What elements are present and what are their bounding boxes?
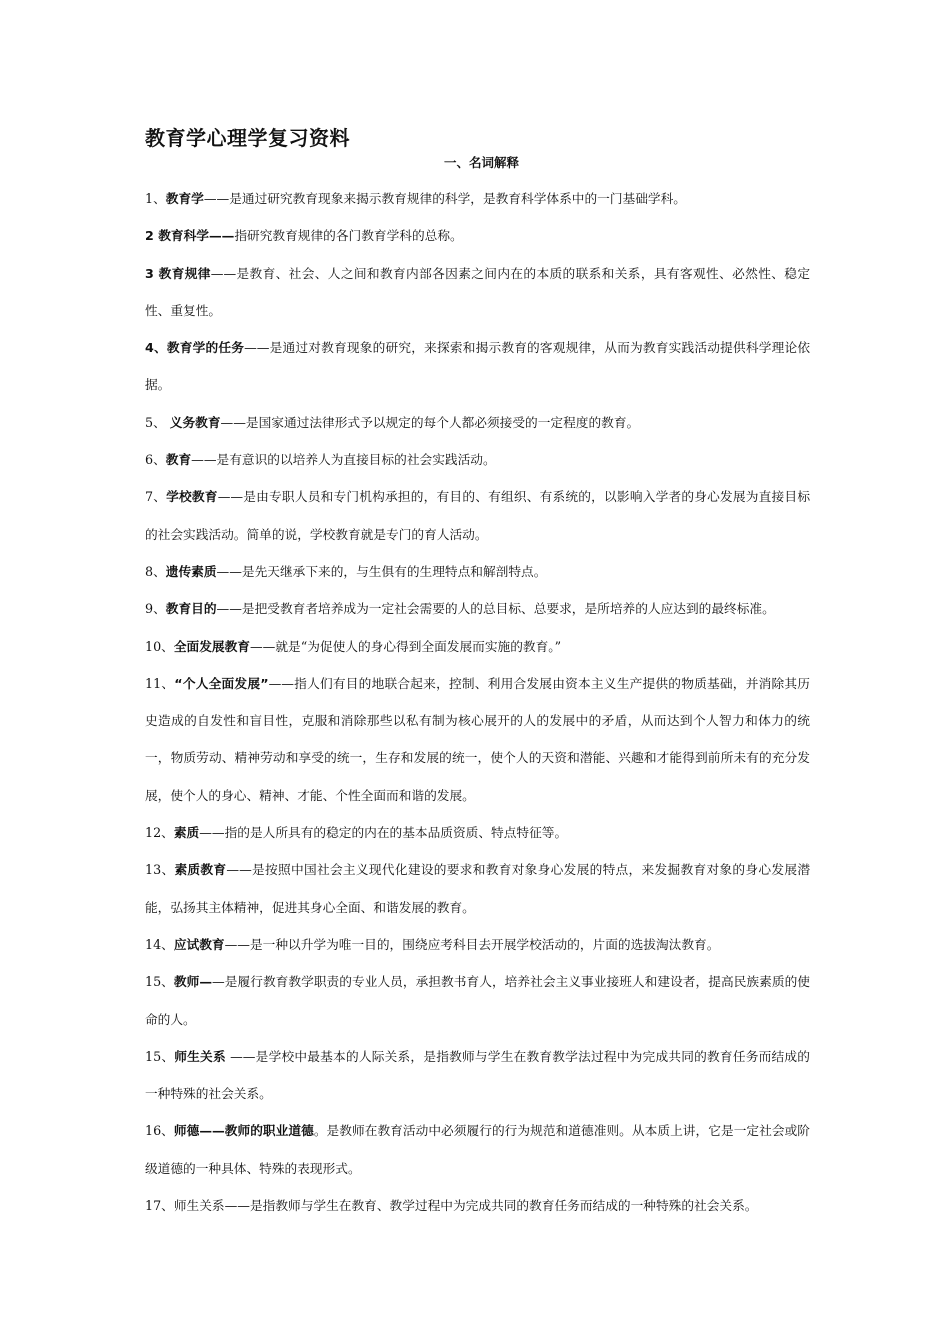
entry-number: 2	[145, 228, 159, 244]
entry-term: 应试教育	[173, 936, 225, 952]
entry-term: 义务教育	[169, 414, 221, 430]
entry-number: 15、	[145, 1048, 175, 1064]
entry-definition: ——指人们有目的地联合起来，控制、利用合发展由资本主义生产提供的物质基础，并消除其历史造成的自发性和盲目性，克服和消除那些以私有制为核心展开的人的发展中的矛盾，从而达到个人智力和体力的统一，物质劳动、精神劳动和享受的统一，生存和发展的统一，使个人的天资和潜能、兴趣和才能得到前所未有的充分发展，使个人的身心、精神、才能、个性全面而和谐的发展。	[145, 675, 810, 803]
term-entry	[145, 180, 810, 217]
term-entry	[145, 255, 810, 330]
entry-term: 全面发展教育	[173, 638, 250, 654]
entry-number: 3	[145, 265, 159, 281]
entry-number: 10、	[145, 638, 174, 654]
entry-definition: ——是有意识的以培养人为直接目标的社会实践活动。	[191, 452, 496, 468]
entry-definition: ——就是“为促使人的身心得到全面发展而实施的教育。”	[249, 638, 562, 654]
section-heading: 一、名词解释	[443, 155, 519, 170]
entry-definition: —是履行教育教学职责的专业人员，承担教书育人，培养社会主义事业接班人和建设者，提高民族素质的使命的人。	[145, 974, 810, 1027]
term-entry	[145, 404, 810, 441]
entry-number: 13、	[145, 862, 175, 878]
entry-number: 16、	[145, 1123, 174, 1139]
entry-number: 4、	[145, 340, 167, 356]
term-entry	[145, 665, 810, 814]
entry-term: 遗传素质	[165, 563, 217, 579]
document-page	[145, 124, 810, 1224]
entry-number: 12、	[145, 825, 174, 841]
entry-definition: ——是由专职人员和专门机构承担的，有目的、有组织、有系统的，以影响入学者的身心发展为直接目标的社会实践活动。简单的说，学校教育就是专门的育人活动。	[145, 489, 811, 542]
term-entry	[145, 851, 810, 926]
entry-number: 17、	[145, 1198, 174, 1214]
entry-term: 教育规律	[158, 265, 211, 281]
entry-definition: ——指的是人所具有的稳定的内在的基本品质资质、特点特征等。	[199, 825, 568, 841]
document-title: 教育学心理学复习资料	[145, 126, 350, 150]
term-entry	[145, 1112, 810, 1187]
entry-number: 9、	[145, 601, 166, 617]
entry-term: 教育科学——	[158, 228, 235, 244]
term-entry	[145, 217, 810, 254]
term-entry	[145, 553, 810, 590]
entry-term: 师生关系	[174, 1048, 226, 1064]
entry-definition: ——是通过研究教育现象来揭示教育规律的科学，是教育科学体系中的一门基础学科。	[203, 191, 686, 206]
entry-definition: ——是先天继承下来的，与生俱有的生理特点和解剖特点。	[216, 563, 547, 579]
entry-definition: 指研究教育规律的各门教育学科的总称。	[234, 228, 463, 244]
entry-term: 教育学	[165, 191, 204, 206]
entry-term: 师德——教师的职业道德	[173, 1123, 314, 1139]
entry-term: “个人全面发展”	[174, 675, 269, 691]
entry-term: 学校教育	[166, 489, 218, 505]
entry-term: 教育目的	[165, 601, 217, 617]
term-entry	[145, 1187, 810, 1224]
entry-number: 8、	[145, 563, 166, 579]
term-list	[145, 180, 810, 1224]
entry-definition: ——是把受教育者培养成为一定社会需要的人的总目标、总要求，是所培养的人应达到的最终标准。	[216, 601, 775, 617]
term-entry	[145, 628, 810, 665]
entry-number: 15、	[145, 974, 174, 990]
entry-number: 11、	[145, 675, 175, 691]
entry-number: 6、	[145, 452, 166, 468]
entry-definition: ——是教育、社会、人之间和教育内部各因素之间内在的本质的联系和关系，具有客观性、必然性、稳定性、重复性。	[145, 265, 811, 318]
entry-definition: 。是教师在教育活动中必须履行的行为规范和道德准则。从本质上讲，它是一定社会或阶级道德的一种具体、特殊的表现形式。	[145, 1123, 810, 1176]
term-entry	[145, 590, 810, 627]
entry-definition: ——是学校中最基本的人际关系，是指教师与学生在教育教学法过程中为完成共同的教育任务而结成的一种特殊的社会关系。	[145, 1048, 810, 1102]
entry-definition: 师生关系——是指教师与学生在教育、教学过程中为完成共同的教育任务而结成的一种特殊的社会关系。	[173, 1198, 758, 1214]
term-entry	[145, 963, 810, 1038]
entry-definition: ——是按照中国社会主义现代化建设的要求和教育对象身心发展的特点，来发掘教育对象的身心发展潜能，弘扬其主体精神，促进其身心全面、和谐发展的教育。	[145, 862, 811, 915]
term-entry	[145, 814, 810, 851]
entry-number: 1、	[145, 191, 166, 206]
entry-number: 14、	[145, 936, 174, 952]
term-entry	[145, 1038, 810, 1113]
term-entry	[145, 478, 810, 553]
entry-definition: ——是国家通过法律形式予以规定的每个人都必须接受的一定程度的教育。	[220, 414, 640, 430]
term-entry	[145, 441, 810, 478]
entry-term: 教师—	[173, 974, 213, 990]
entry-definition: ——是一种以升学为唯一目的，围绕应考科目去开展学校活动的，片面的选拔淘汰教育。	[224, 936, 720, 952]
entry-number: 7、	[145, 489, 167, 505]
term-entry	[145, 329, 810, 404]
entry-definition: ——是通过对教育现象的研究，来探索和揭示教育的客观规律，从而为教育实践活动提供科学理论依据。	[145, 340, 811, 393]
entry-term: 素质教育	[174, 862, 227, 878]
term-entry	[145, 926, 810, 963]
entry-term: 教育学的任务	[166, 340, 245, 356]
entry-term: 教育	[165, 452, 192, 468]
entry-term: 素质	[173, 825, 200, 841]
entry-number: 5、	[145, 414, 170, 430]
